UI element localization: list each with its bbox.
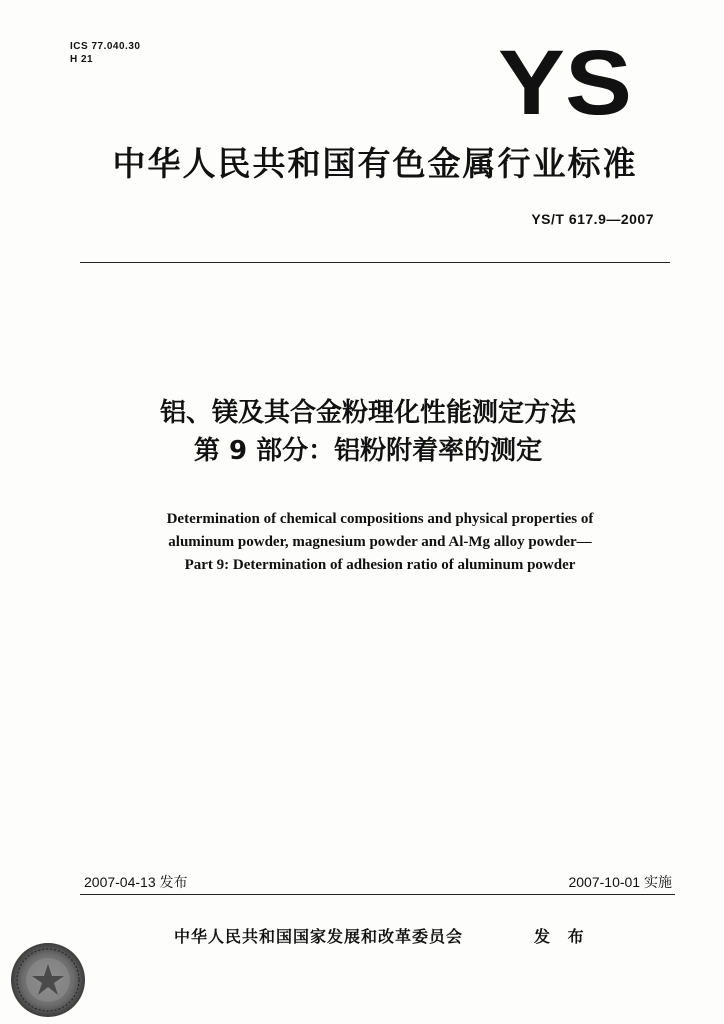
stamp-seal-image — [8, 940, 88, 1020]
ys-logo — [496, 42, 634, 120]
standard-category-title: 中华人民共和国有色金属行业标准 — [112, 144, 638, 183]
ys-logo-text: YS — [498, 42, 632, 120]
issuing-authority: 中华人民共和国国家发展和改革委员会 — [174, 927, 464, 946]
title-en-line-2: aluminum powder, magnesium powder and Al-Mg alloy powder— — [168, 534, 592, 550]
title-en-line-1: Determination of chemical compositions and physical properties of — [166, 511, 594, 527]
title-cn-line-2: 第 9 部分：铝粉附着率的测定 — [193, 436, 543, 466]
ics-code: ICS 77.040.30 — [70, 41, 141, 52]
document-title-cn — [60, 394, 676, 470]
seal-graphic — [8, 940, 88, 1020]
footer-divider — [80, 894, 675, 895]
document-title-en — [70, 508, 690, 577]
ys-logo-graphic — [496, 42, 634, 120]
classification-codes — [70, 40, 140, 66]
title-cn-line-1: 铝、镁及其合金粉理化性能测定方法 — [159, 398, 576, 428]
publish-date: 2007-04-13 发布 — [84, 874, 188, 890]
header-divider — [80, 262, 670, 263]
implementation-date: 2007-10-01 实施 — [568, 874, 672, 890]
issued-label: 发 布 — [534, 927, 590, 946]
standard-number: YS/T 617.9—2007 — [531, 211, 654, 227]
title-en-line-3: Part 9: Determination of adhesion ratio of aluminum powder — [184, 557, 576, 573]
class-code: H 21 — [70, 54, 94, 65]
